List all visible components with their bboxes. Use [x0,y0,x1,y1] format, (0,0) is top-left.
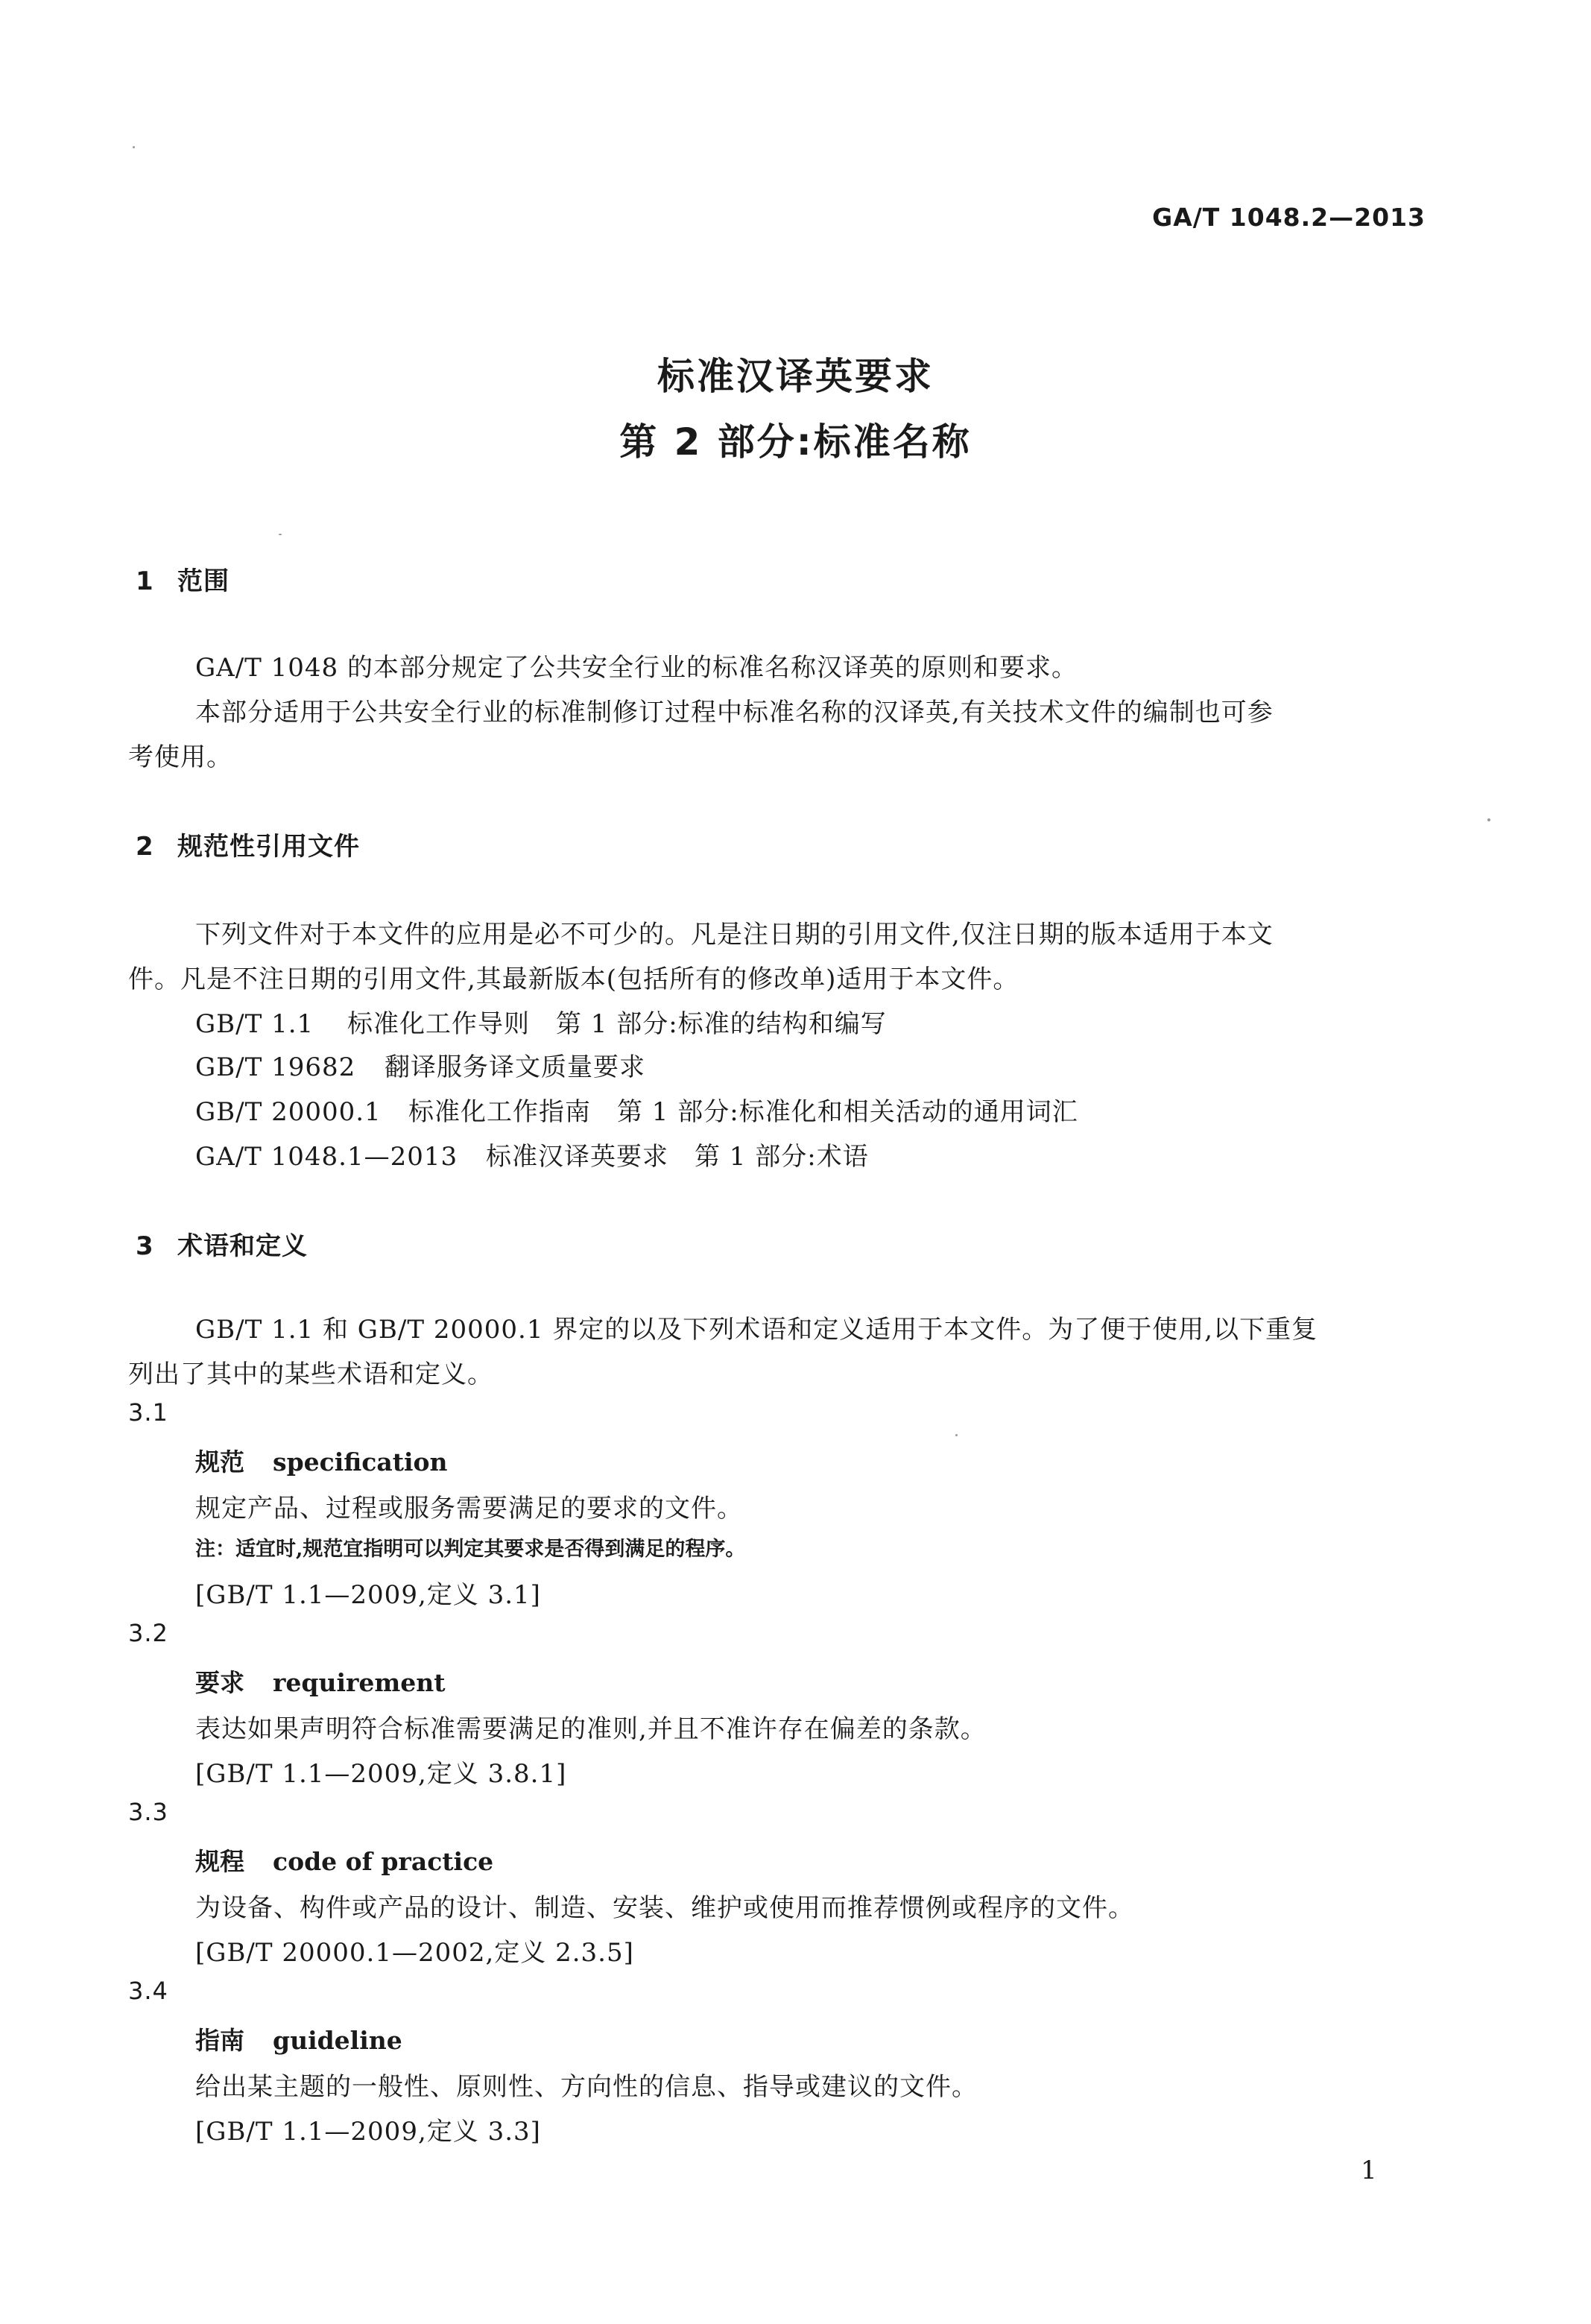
reference-code: GA/T 1048.1—2013 [195,1142,458,1172]
term-heading [195,1443,448,1478]
term-chinese: 规范 [195,1447,244,1477]
term-note: 注：适宜时,规范宜指明可以判定其要求是否得到满足的程序。 [195,1538,746,1561]
document-number: GA/T 1048.2—2013 [1152,203,1426,232]
reference-title: 标准化工作指南 第 1 部分:标准化和相关活动的通用词汇 [408,1097,1078,1127]
scope-paragraph-1: GA/T 1048 的本部分规定了公共安全行业的标准名称汉译英的原则和要求。 [195,653,1078,683]
term-chinese: 要求 [195,1668,244,1697]
term-source: [GB/T 1.1—2009,定义 3.8.1] [195,1759,567,1789]
reference-code: GB/T 20000.1 [195,1097,382,1127]
page-number: 1 [1361,2156,1378,2185]
scope-paragraph-2-line-1: 本部分适用于公共安全行业的标准制修订过程中标准名称的汉译英,有关技术文件的编制也可参 [195,698,1274,727]
section-number: 3 [136,1231,154,1261]
term-definition: 给出某主题的一般性、原则性、方向性的信息、指导或建议的文件。 [195,2072,978,2102]
term-number: 3.4 [128,1977,168,2005]
term-number: 3.3 [128,1798,168,1826]
reference-code: GB/T 19682 [195,1052,356,1082]
term-definition: 为设备、构件或产品的设计、制造、安装、维护或使用而推荐惯例或程序的文件。 [195,1893,1134,1923]
term-english: code of practice [273,1847,494,1876]
section-number: 2 [136,832,154,862]
term-number: 3.2 [128,1619,168,1647]
reference-code: GB/T 1.1 [195,1009,314,1039]
term-chinese: 指南 [195,2026,244,2055]
term-english: guideline [273,2026,402,2055]
term-heading [195,1843,493,1878]
title-line-1: 标准汉译英要求 [657,355,934,398]
term-source: [GB/T 20000.1—2002,定义 2.3.5] [195,1938,634,1968]
reference-title: 标准汉译英要求 第 1 部分:术语 [486,1142,869,1172]
term-definition: 规定产品、过程或服务需要满足的要求的文件。 [195,1494,743,1523]
reference-item [195,1091,1078,1128]
term-source: [GB/T 1.1—2009,定义 3.1] [195,1580,541,1610]
term-english: requirement [273,1668,446,1697]
reference-title: 标准化工作导则 第 1 部分:标准的结构和编写 [347,1009,887,1039]
section-heading-terms-and-definitions [136,1225,308,1262]
section-number: 1 [136,566,154,596]
terms-intro-line-1: GB/T 1.1 和 GB/T 20000.1 界定的以及下列术语和定义适用于本文件。为了便于使用,以下重复 [195,1315,1318,1345]
section-heading-normative-references [136,826,360,862]
scope-paragraph-2-line-2: 考使用。 [128,742,233,772]
refs-intro-line-1: 下列文件对于本文件的应用是必不可少的。凡是注日期的引用文件,仅注日期的版本适用于本文 [195,920,1274,950]
term-english: specification [273,1447,448,1477]
title-line-2: 第 2 部分:标准名称 [619,420,972,464]
reference-item [195,1046,645,1083]
term-definition: 表达如果声明符合标准需要满足的准则,并且不准许存在偏差的条款。 [195,1714,987,1744]
refs-intro-line-2: 件。凡是不注日期的引用文件,其最新版本(包括所有的修改单)适用于本文件。 [128,964,1019,994]
reference-item [195,1136,869,1172]
section-title: 规范性引用文件 [177,832,360,862]
section-title: 范围 [177,566,230,596]
reference-title: 翻译服务译文质量要求 [385,1052,645,1082]
term-chinese: 规程 [195,1847,244,1876]
section-title: 术语和定义 [177,1231,308,1261]
reference-item [195,1003,887,1040]
term-heading [195,2021,402,2056]
term-heading [195,1664,446,1699]
terms-intro-line-2: 列出了其中的某些术语和定义。 [128,1360,493,1389]
section-heading-scope [136,561,230,597]
term-number: 3.1 [128,1398,168,1427]
term-source: [GB/T 1.1—2009,定义 3.3] [195,2117,541,2147]
